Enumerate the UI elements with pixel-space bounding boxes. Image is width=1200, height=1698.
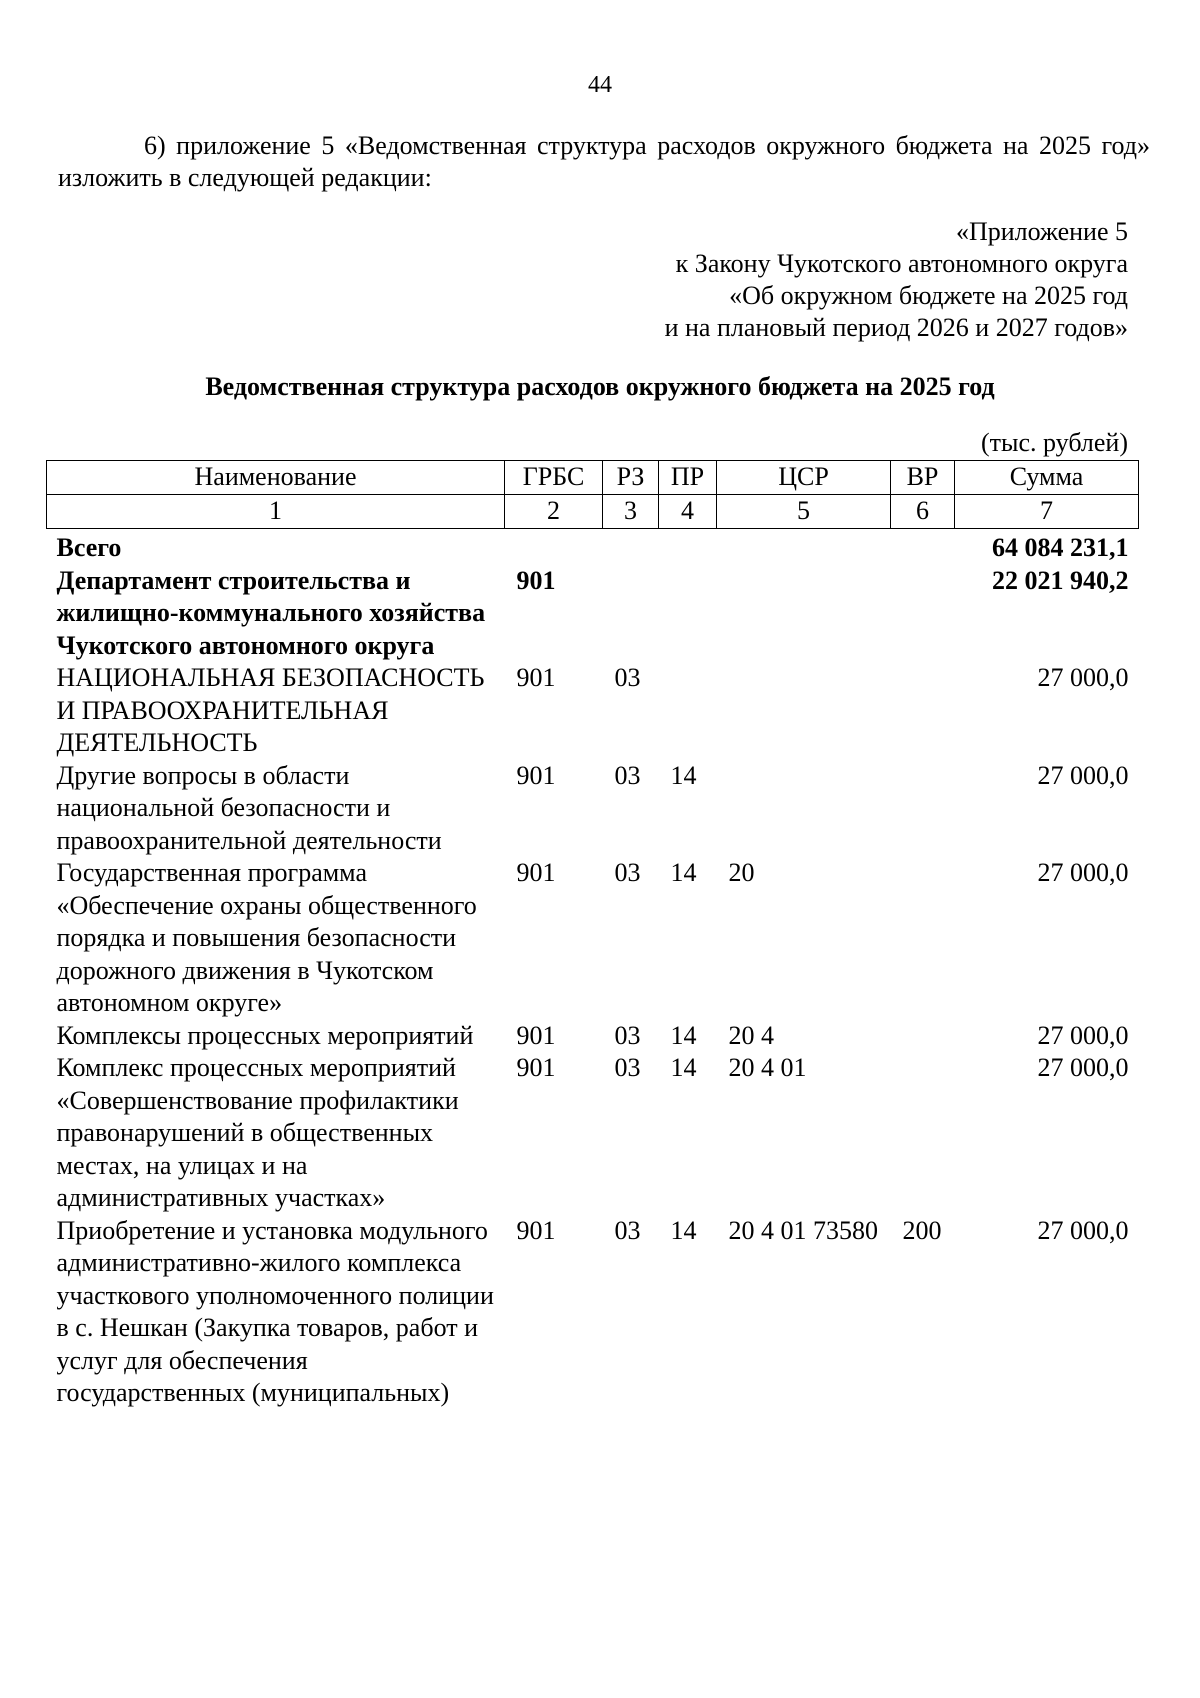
- row-vr-cell: [891, 857, 955, 1020]
- header-pr: ПР: [659, 461, 717, 495]
- row-pr-cell: [659, 662, 717, 760]
- row-pr-cell: 14: [670, 760, 697, 790]
- column-number-7: 7: [955, 495, 1139, 529]
- column-number-3: 3: [603, 495, 659, 529]
- row-grbs-cell: 901: [516, 1053, 556, 1082]
- table-row: [47, 565, 1139, 663]
- row-csr-cell: 20 4 01 73580: [728, 1215, 878, 1245]
- units-label: (тыс. рублей): [980, 428, 1128, 457]
- table-row: [47, 760, 1139, 858]
- header-name: Наименование: [47, 461, 505, 495]
- table-row: [47, 857, 1139, 1020]
- table-header-row: [47, 461, 1139, 495]
- row-csr-cell: 20 4 01: [728, 1053, 807, 1082]
- row-vr-cell: [891, 565, 955, 663]
- column-number-2: 2: [505, 495, 603, 529]
- header-sum: Сумма: [955, 461, 1139, 495]
- row-csr-cell: 20 4: [728, 1020, 774, 1050]
- budget-table: [46, 460, 1139, 1410]
- column-number-1: 1: [47, 495, 505, 529]
- row-rz-cell: 03: [614, 858, 641, 887]
- row-grbs-cell: 901: [516, 1215, 556, 1245]
- row-vr-cell: 200: [902, 1215, 942, 1245]
- row-vr-cell: [891, 760, 955, 858]
- row-vr-cell: [891, 1020, 955, 1053]
- row-pr-cell: [659, 529, 717, 565]
- appendix-line-2: к Закону Чукотского автономного округа: [675, 249, 1128, 278]
- appendix-line-4: и на плановый период 2026 и 2027 годов»: [664, 313, 1128, 342]
- row-grbs-cell: [505, 529, 603, 565]
- column-number-4: 4: [659, 495, 717, 529]
- row-pr-cell: 14: [670, 1020, 697, 1050]
- budget-table-body: [47, 529, 1139, 1410]
- header-rz: РЗ: [603, 461, 659, 495]
- row-name-cell: Приобретение и установка модульного административно-жилого комплекса участкового уполномоченного полиции в с. Нешкан (Закупка товаров, работ и услуг для обеспечения государственных (муниципальных): [56, 1215, 494, 1407]
- table-row: [47, 1052, 1139, 1215]
- table-row: [47, 662, 1139, 760]
- appendix-reference: [528, 216, 1128, 344]
- row-rz-cell: 03: [614, 1053, 641, 1082]
- row-grbs-cell: 901: [516, 760, 556, 790]
- row-rz-cell: [603, 565, 659, 663]
- row-vr-cell: [891, 1052, 955, 1215]
- row-pr-cell: [659, 565, 717, 663]
- header-grbs: ГРБС: [505, 461, 603, 495]
- table-row: [47, 529, 1139, 565]
- row-csr-cell: [717, 529, 891, 565]
- table-row: [47, 1215, 1139, 1410]
- row-csr-cell: [717, 760, 891, 858]
- table-column-numbers-row: [47, 495, 1139, 529]
- row-vr-cell: [891, 662, 955, 760]
- row-sum-cell: 27 000,0: [1037, 858, 1129, 887]
- row-pr-cell: 14: [670, 1053, 697, 1082]
- row-sum-cell: 27 000,0: [1037, 760, 1129, 790]
- document-title: Ведомственная структура расходов окружного бюджета на 2025 год: [205, 372, 995, 401]
- row-sum-cell: 27 000,0: [1037, 1053, 1129, 1082]
- row-grbs-cell: 901: [516, 858, 556, 887]
- row-sum-cell: 27 000,0: [1037, 1215, 1129, 1245]
- header-vr: ВР: [891, 461, 955, 495]
- row-grbs-cell: 901: [516, 565, 556, 595]
- row-rz-cell: [603, 529, 659, 565]
- row-vr-cell: [891, 529, 955, 565]
- row-name-cell: Всего: [56, 533, 122, 562]
- table-row: [47, 1020, 1139, 1053]
- row-sum-cell: 64 084 231,1: [992, 533, 1129, 562]
- row-csr-cell: [717, 662, 891, 760]
- row-grbs-cell: 901: [516, 663, 556, 692]
- appendix-line-1: «Приложение 5: [955, 217, 1128, 246]
- row-name-cell: Комплексы процессных мероприятий: [56, 1020, 474, 1050]
- row-pr-cell: 14: [670, 1215, 697, 1245]
- appendix-line-3: «Об окружном бюджете на 2025 год: [729, 281, 1128, 310]
- row-sum-cell: 27 000,0: [1037, 1020, 1129, 1050]
- column-number-6: 6: [891, 495, 955, 529]
- row-sum-cell: 22 021 940,2: [992, 565, 1129, 595]
- row-rz-cell: 03: [614, 760, 641, 790]
- row-pr-cell: 14: [670, 858, 697, 887]
- row-sum-cell: 27 000,0: [1037, 663, 1129, 692]
- row-csr-cell: [717, 565, 891, 663]
- row-name-cell: НАЦИОНАЛЬНАЯ БЕЗОПАСНОСТЬ И ПРАВООХРАНИТЕЛЬНАЯ ДЕЯТЕЛЬНОСТЬ: [56, 663, 485, 757]
- row-rz-cell: 03: [614, 1020, 641, 1050]
- header-csr: ЦСР: [717, 461, 891, 495]
- row-name-cell: Государственная программа «Обеспечение охраны общественного порядка и повышения безопасности дорожного движения в Чукотском автономном округе»: [56, 858, 477, 1017]
- page-number: 44: [588, 72, 612, 98]
- row-csr-cell: 20: [728, 858, 755, 887]
- row-name-cell: Комплекс процессных мероприятий «Совершенствование профилактики правонарушений в общественных местах, на улицах и на административных участках»: [56, 1053, 459, 1212]
- row-rz-cell: 03: [614, 1215, 641, 1245]
- row-name-cell: Департамент строительства и жилищно-коммунального хозяйства Чукотского автономного округа: [56, 565, 486, 660]
- row-rz-cell: 03: [614, 663, 641, 692]
- row-name-cell: Другие вопросы в области национальной безопасности и правоохранительной деятельности: [56, 760, 442, 855]
- column-number-5: 5: [717, 495, 891, 529]
- intro-paragraph: 6) приложение 5 «Ведомственная структура расходов окружного бюджета на 2025 год» изложить в следующей редакции:: [58, 131, 1150, 192]
- row-grbs-cell: 901: [516, 1020, 556, 1050]
